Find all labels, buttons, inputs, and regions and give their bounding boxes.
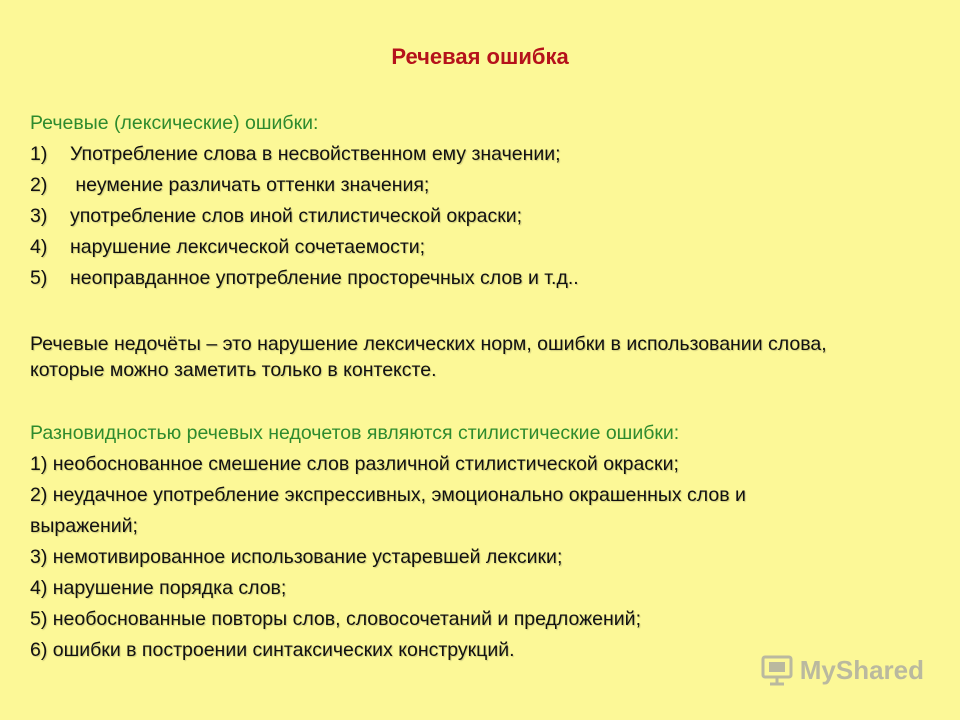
item-text: Употребление слова в несвойственном ему значении; bbox=[70, 143, 561, 165]
item-number: 5) bbox=[30, 267, 48, 289]
list-item: 2) неудачное употребление экспрессивных, эмоционально окрашенных слов и bbox=[30, 484, 746, 506]
section-heading: Речевые (лексические) ошибки: bbox=[30, 112, 319, 134]
watermark-text: MyShared bbox=[799, 654, 924, 685]
list-item: 4) нарушение порядка слов; bbox=[30, 577, 287, 599]
definition-paragraph bbox=[30, 331, 930, 383]
list-item bbox=[30, 232, 930, 263]
section-lexical-errors bbox=[30, 108, 930, 294]
item-number: 1) bbox=[30, 143, 48, 165]
list-item: 1) необоснованное смешение слов различной стилистической окраски; bbox=[30, 453, 679, 475]
item-text: неумение различать оттенки значения; bbox=[70, 174, 430, 196]
item-text: употребление слов иной стилистической окраски; bbox=[70, 205, 523, 227]
list-item bbox=[30, 201, 930, 232]
page-title: Речевая ошибка bbox=[391, 44, 569, 69]
item-text: неоправданное употребление просторечных слов и т.д.. bbox=[70, 267, 579, 289]
presentation-screen-icon bbox=[760, 653, 794, 687]
item-number: 2) bbox=[30, 174, 48, 196]
paragraph-line: которые можно заметить только в контексте. bbox=[30, 359, 437, 381]
item-number: 3) bbox=[30, 205, 48, 227]
list-item bbox=[30, 263, 930, 294]
list-item: 3) немотивированное использование устаревшей лексики; bbox=[30, 546, 563, 568]
paragraph-line: Речевые недочёты – это нарушение лексических норм, ошибки в использовании слова, bbox=[30, 333, 827, 355]
list-item bbox=[30, 170, 930, 201]
watermark-logo bbox=[760, 653, 924, 687]
section-stylistic-errors bbox=[30, 418, 930, 666]
item-number: 4) bbox=[30, 236, 48, 258]
list-item bbox=[30, 139, 930, 170]
list-item: 6) ошибки в построении синтаксических конструкций. bbox=[30, 639, 515, 661]
item-text: нарушение лексической сочетаемости; bbox=[70, 236, 426, 258]
section-heading: Разновидностью речевых недочетов являются стилистические ошибки: bbox=[30, 422, 680, 444]
list-item: выражений; bbox=[30, 515, 138, 537]
list-item: 5) необоснованные повторы слов, словосочетаний и предложений; bbox=[30, 608, 641, 630]
